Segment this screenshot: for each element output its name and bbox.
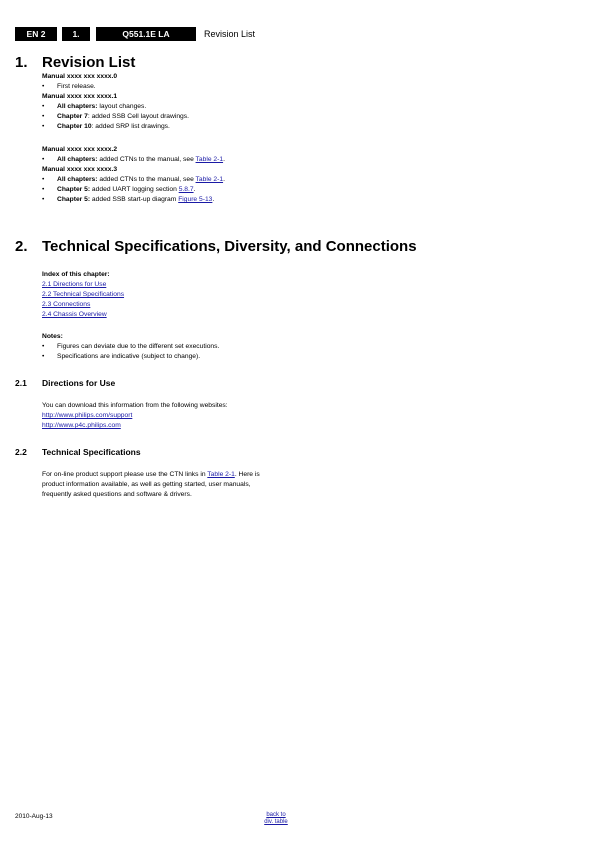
header-chapter-label: 1. [62, 27, 90, 41]
section2-number: 2. [15, 238, 28, 255]
list-item: • First release. [42, 82, 189, 92]
index-link-connections[interactable]: 2.3 Connections [42, 301, 91, 308]
table-2-1-link[interactable]: Table 2-1 [195, 156, 224, 163]
list-item: • Chapter 5: added SSB start-up diagram Figure 5-13. [42, 195, 225, 205]
list-item: • All chapters: added CTNs to the manual, see Table 2-1. [42, 175, 225, 185]
index-link-chassis[interactable]: 2.4 Chassis Overview [42, 311, 107, 318]
header-page-label: EN 2 [15, 27, 57, 41]
revision-block-1 [42, 72, 189, 132]
section1-heading [15, 54, 135, 72]
list-item: • Chapter 7: added SSB Cell layout drawings. [42, 112, 189, 122]
header-model-label: Q551.1E LA [96, 27, 196, 41]
back-link-line-1: back to [266, 812, 286, 818]
notes-title: Notes: [42, 333, 63, 340]
header-title: Revision List [204, 29, 256, 39]
list-item: • Chapter 5: added UART logging section 5.8.7. [42, 185, 225, 195]
notes-block [42, 332, 219, 362]
list-item: • All chapters: layout changes. [42, 102, 189, 112]
back-to-div-table-link[interactable] [263, 812, 289, 826]
section1-title: Revision List [42, 54, 136, 71]
manual0-title: Manual xxxx xxx xxxx.0 [42, 73, 118, 80]
section-2-1-heading [15, 378, 115, 389]
figure-5-13-link[interactable]: Figure 5-13 [178, 196, 213, 203]
list-item: • All chapters: added CTNs to the manual, see Table 2-1. [42, 155, 225, 165]
section1-number: 1. [15, 54, 28, 71]
list-item: • Chapter 10: added SRP list drawings. [42, 122, 189, 132]
back-link-line-2: div. table [264, 819, 288, 825]
section-2-2-number: 2.2 [15, 447, 27, 457]
table-2-1-link[interactable]: Table 2-1 [207, 471, 235, 478]
manual2-title: Manual xxxx xxx xxxx.2 [42, 146, 118, 153]
directions-text: You can download this information from the following websites: [42, 402, 228, 409]
section-2-2-title: Technical Specifications [42, 447, 141, 457]
section2-title: Technical Specifications, Diversity, and Connections [42, 238, 417, 255]
manual3-title: Manual xxxx xxx xxxx.3 [42, 166, 118, 173]
index-title: Index of this chapter: [42, 271, 110, 278]
index-link-specifications[interactable]: 2.2 Technical Specifications [42, 291, 125, 298]
section-2-2-heading [15, 447, 141, 458]
table-2-1-link[interactable]: Table 2-1 [195, 176, 224, 183]
manual1-title: Manual xxxx xxx xxxx.1 [42, 93, 118, 100]
section-5-8-7-link[interactable]: 5.8.7 [178, 186, 194, 193]
p4c-philips-link[interactable]: http://www.p4c.philips.com [42, 422, 121, 429]
directions-block [42, 401, 228, 431]
specifications-paragraph: For on-line product support please use the CTN links in Table 2-1. Here is product information available, as well as getting started, user manuals, frequently asked questions and software & drivers. [42, 471, 260, 498]
index-link-directions[interactable]: 2.1 Directions for Use [42, 281, 107, 288]
chapter-index [42, 270, 124, 320]
section-2-1-title: Directions for Use [42, 378, 116, 388]
section-2-1-number: 2.1 [15, 378, 27, 388]
philips-support-link[interactable]: http://www.philips.com/support [42, 412, 133, 419]
list-item: • Specifications are indicative (subject to change). [42, 352, 219, 362]
list-item: • Figures can deviate due to the different set executions. [42, 342, 219, 352]
section2-heading [15, 238, 417, 256]
footer-date: 2010-Aug-13 [15, 813, 53, 820]
revision-block-2 [42, 145, 225, 205]
